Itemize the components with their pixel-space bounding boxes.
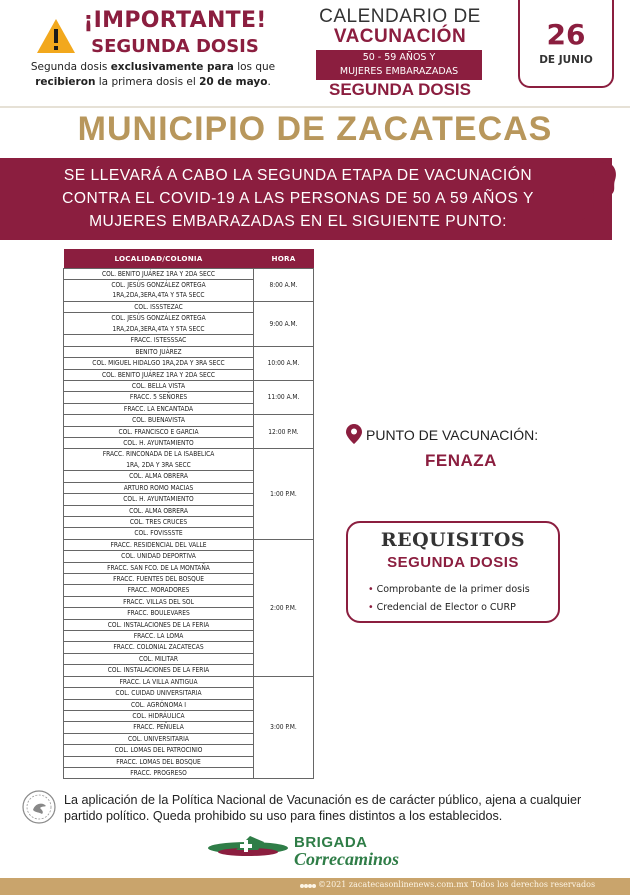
hour-cell: 1:00 P.M. bbox=[254, 449, 314, 539]
locality-cell: FRACC. RESIDENCIAL DEL VALLE bbox=[64, 539, 254, 550]
hour-cell: 3:00 P.M. bbox=[254, 676, 314, 779]
locality-cell: FRACC. LOMAS DEL BOSQUE bbox=[64, 756, 254, 767]
locality-cell: FRACC. ISTESSSAC bbox=[64, 335, 254, 346]
hour-cell: 2:00 P.M. bbox=[254, 539, 314, 676]
header-locality: LOCALIDAD/COLONIA bbox=[64, 249, 254, 268]
table-header-row bbox=[64, 249, 314, 268]
calendar-line-1: CALENDARIO DE bbox=[319, 6, 481, 27]
locality-cell: FRACC. LA ENCANTADA bbox=[64, 403, 254, 414]
locality-cell: FRACC. VILLAS DEL SOL bbox=[64, 596, 254, 607]
header bbox=[0, 0, 630, 106]
date-day: 26 bbox=[546, 18, 586, 51]
hour-cell: 9:00 A.M. bbox=[254, 301, 314, 346]
locality-cell: COL. H. AYUNTAMIENTO bbox=[64, 437, 254, 448]
locality-cell: FRACC. SAN FCO. DE LA MONTAÑA bbox=[64, 562, 254, 573]
mexico-seal-icon bbox=[22, 790, 56, 824]
announcement-banner bbox=[0, 158, 612, 240]
locality-cell: FRACC. LA LOMA bbox=[64, 631, 254, 642]
schedule-table bbox=[63, 249, 314, 779]
locality-cell: COL. FOVISSSTE bbox=[64, 528, 254, 539]
banner-line-2: CONTRA EL COVID-19 A LAS PERSONAS DE 50 A 59 AÑOS Y bbox=[62, 190, 534, 207]
locality-cell: FRACC. 5 SEÑORES bbox=[64, 392, 254, 403]
locality-cell: COL. JESÚS GONZÁLEZ ORTEGA 1RA,2DA,3ERA,4TA Y 5TA SECC bbox=[64, 279, 254, 301]
locality-cell: COL. BENITO JUÁREZ 1RA Y 2DA SECC bbox=[64, 268, 254, 279]
woman-silhouette-icon bbox=[582, 160, 622, 242]
hour-cell: 12:00 P.M. bbox=[254, 415, 314, 449]
locality-cell: ARTURO ROMO MACIAS bbox=[64, 482, 254, 493]
locality-cell: FRACC. PEÑUELA bbox=[64, 722, 254, 733]
table-row bbox=[64, 346, 314, 357]
vaccination-point-value: FENAZA bbox=[425, 451, 497, 470]
requirement-item: • Credencial de Elector o CURP bbox=[368, 602, 516, 613]
locality-cell: COL. UNIDAD DEPORTIVA bbox=[64, 551, 254, 562]
locality-cell: FRACC. COLONIAL ZACATECAS bbox=[64, 642, 254, 653]
locality-cell: COL. INSTALACIONES DE LA FERIA bbox=[64, 619, 254, 630]
locality-cell: COL. ALMA OBRERA bbox=[64, 505, 254, 516]
social-icons bbox=[300, 883, 316, 889]
locality-cell: COL. FRANCISCO E GARCIA bbox=[64, 426, 254, 437]
banner-line-3: MUJERES EMBARAZADAS EN EL SIGUIENTE PUNTO: bbox=[89, 213, 507, 230]
important-title: ¡IMPORTANTE! bbox=[83, 8, 267, 33]
date-card bbox=[518, 0, 614, 88]
requirement-item: • Comprobante de la primer dosis bbox=[368, 584, 530, 595]
locality-cell: COL. ISSSTEZAC bbox=[64, 301, 254, 312]
bullet-icon: • bbox=[368, 584, 374, 595]
locality-cell: COL. UNIVERSITARIA bbox=[64, 733, 254, 744]
locality-cell: COL. ALMA OBRERA bbox=[64, 471, 254, 482]
table-row bbox=[64, 676, 314, 687]
table-row bbox=[64, 268, 314, 279]
date-month: DE JUNIO bbox=[539, 54, 593, 66]
calendar-box-line-1: 50 - 59 AÑOS Y bbox=[362, 52, 436, 63]
locality-cell: COL. HIDRÁULICA bbox=[64, 710, 254, 721]
table-row bbox=[64, 415, 314, 426]
calendar-age-box bbox=[316, 50, 482, 80]
policy-text: La aplicación de la Política Nacional de Vacunación es de carácter público, ajena a cualquier partido político. Queda prohibido su uso para fines distintos a los establecidos. bbox=[64, 793, 582, 823]
locality-cell: COL. AGRÓNOMA I bbox=[64, 699, 254, 710]
locality-cell: BENITO JUÁREZ bbox=[64, 346, 254, 357]
header-divider bbox=[0, 106, 630, 108]
locality-cell: FRACC. PROGRESO bbox=[64, 767, 254, 778]
hour-cell: 8:00 A.M. bbox=[254, 268, 314, 301]
locality-cell: COL. CUIDAD UNIVERSITARIA bbox=[64, 688, 254, 699]
locality-cell: COL. BUENAVISTA bbox=[64, 415, 254, 426]
locality-cell: FRACC. RINCONADA DE LA ISABELICA 1RA, 2DA Y 3RA SECC bbox=[64, 449, 254, 471]
locality-cell: COL. MIGUEL HIDALGO 1RA,2DA Y 3RA SECC bbox=[64, 358, 254, 369]
brigada-brand-line-2: Correcaminos bbox=[294, 849, 400, 869]
brigada-brand-line-1: BRIGADA bbox=[294, 834, 368, 851]
calendar-box-line-2: MUJERES EMBARAZADAS bbox=[339, 66, 459, 77]
locality-cell: FRACC. MORADORES bbox=[64, 585, 254, 596]
locality-cell: COL. TRES CRUCES bbox=[64, 517, 254, 528]
vaccination-point-label: PUNTO DE VACUNACIÓN: bbox=[366, 427, 539, 443]
table-row bbox=[64, 301, 314, 312]
important-note: Segunda dosis exclusivamente para los que recibieron la primera dosis el 20 de mayo. bbox=[30, 61, 276, 88]
locality-cell: COL. H. AYUNTAMIENTO bbox=[64, 494, 254, 505]
locality-cell: COL. BENITO JUÁREZ 1RA Y 2DA SECC bbox=[64, 369, 254, 380]
banner-line-1: SE LLEVARÁ A CABO LA SEGUNDA ETAPA DE VACUNACIÓN bbox=[63, 167, 533, 184]
calendar-line-2: VACUNACIÓN bbox=[333, 26, 467, 47]
bullet-icon: • bbox=[368, 602, 374, 613]
locality-cell: COL. BELLA VISTA bbox=[64, 380, 254, 391]
brigada-logo-icon bbox=[206, 828, 290, 868]
locality-cell: FRACC. LA VILLA ANTIGUA bbox=[64, 676, 254, 687]
requirements-card bbox=[346, 521, 560, 623]
hour-cell: 11:00 A.M. bbox=[254, 380, 314, 414]
watermark-text: ©2021 zacatecasonlinenews.com.mx Todos los derechos reservados bbox=[318, 880, 596, 889]
warning-icon bbox=[36, 18, 76, 54]
hour-cell: 10:00 A.M. bbox=[254, 346, 314, 380]
table-row bbox=[64, 380, 314, 391]
header-hour: HORA bbox=[254, 249, 314, 268]
table-row bbox=[64, 449, 314, 471]
locality-cell: COL. LOMAS DEL PATROCINIO bbox=[64, 745, 254, 756]
calendar-line-3: SEGUNDA DOSIS bbox=[328, 80, 471, 99]
locality-cell: COL. JESÚS GONZÁLEZ ORTEGA 1RA,2DA,3ERA,4TA Y 5TA SECC bbox=[64, 313, 254, 335]
requirements-subtitle: SEGUNDA DOSIS bbox=[387, 554, 519, 571]
important-subtitle: SEGUNDA DOSIS bbox=[91, 36, 259, 57]
table-row bbox=[64, 539, 314, 550]
requirements-title: REQUISITOS bbox=[380, 529, 526, 551]
locality-cell: FRACC. BOULEVARES bbox=[64, 608, 254, 619]
locality-cell: FRACC. FUENTES DEL BOSQUE bbox=[64, 574, 254, 585]
table-body bbox=[64, 268, 314, 779]
banner-text bbox=[20, 164, 576, 233]
location-pin-icon bbox=[346, 424, 362, 444]
locality-cell: COL. MILITAR bbox=[64, 653, 254, 664]
municipio-title: MUNICIPIO DE ZACATECAS bbox=[77, 110, 553, 148]
locality-cell: COL. INSTALACIONES DE LA FERIA bbox=[64, 665, 254, 676]
